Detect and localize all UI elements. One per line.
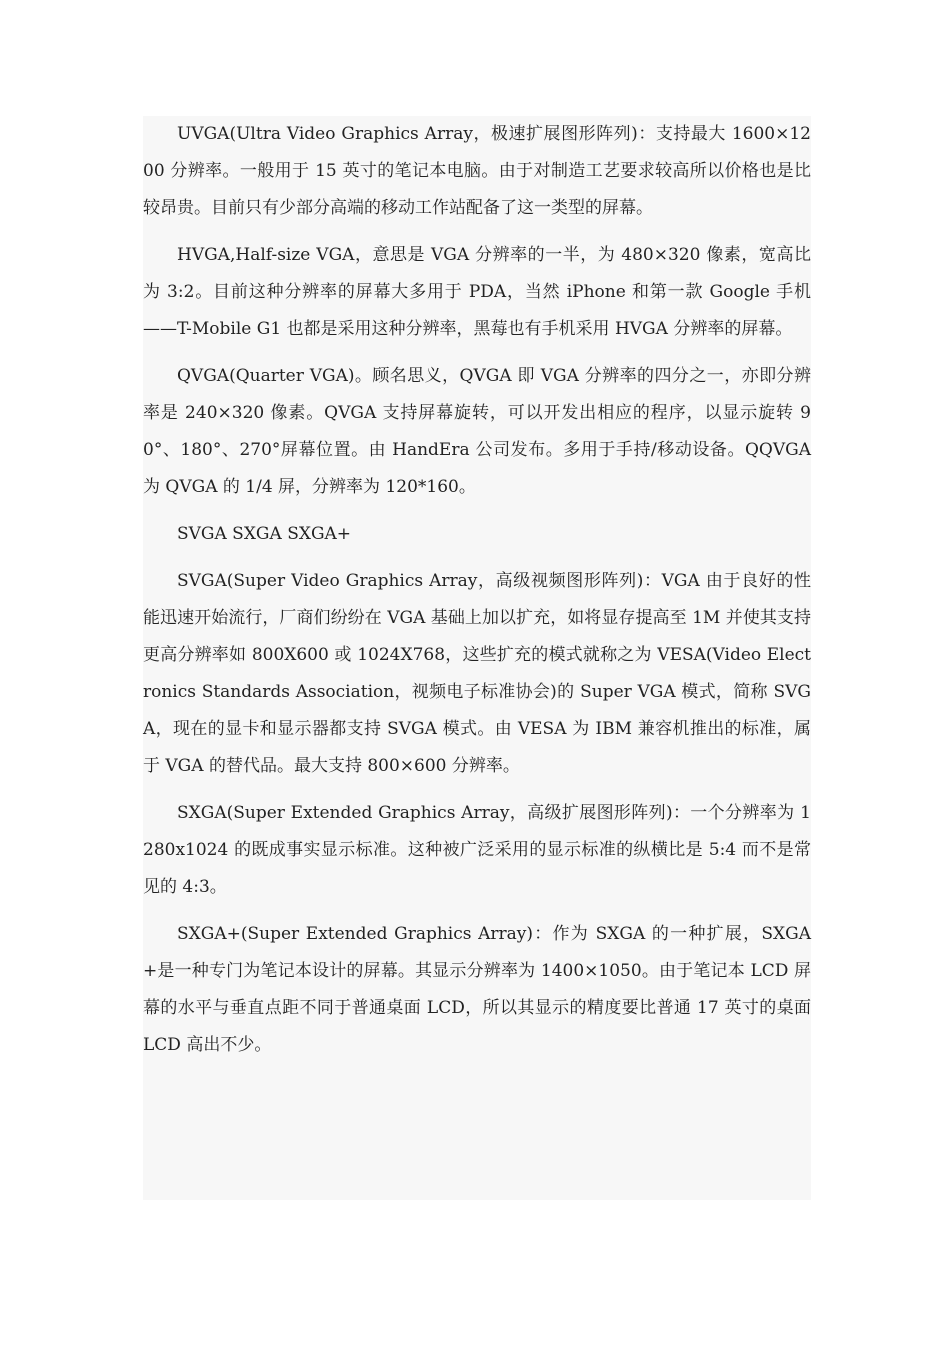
document-body xyxy=(143,116,811,1200)
section-heading-svga-sxga: SVGA SXGA SXGA+ xyxy=(177,524,352,544)
paragraph-hvga: HVGA,Half-size VGA，意思是 VGA 分辨率的一半，为 480×320 像素，宽高比为 3:2。目前这种分辨率的屏幕大多用于 PDA，当然 iPhone 和第一款 Google 手机——T-Mobile G1 也都是采用这种分辨率，黑莓也有手机采用 HVGA 分辨率的屏幕。 xyxy=(143,245,811,339)
paragraph-svga: SVGA(Super Video Graphics Array，高级视频图形阵列)：VGA 由于良好的性能迅速开始流行，厂商们纷纷在 VGA 基础上加以扩充，如将显存提高至 1M 并使其支持更高分辨率如 800X600 或 1024X768，这些扩充的模式就称之为 VESA(Video Electronics Standards Association，视频电子标准协会)的 Super VGA 模式，简称 SVGA，现在的显卡和显示器都支持 SVGA 模式。由 VESA 为 IBM 兼容机推出的标准，属于 VGA 的替代品。最大支持 800×600 分辨率。 xyxy=(143,571,811,776)
paragraph-qvga: QVGA(Quarter VGA)。顾名思义，QVGA 即 VGA 分辨率的四分之一，亦即分辨率是 240×320 像素。QVGA 支持屏幕旋转，可以开发出相应的程序，以显示旋转 90°、180°、270°屏幕位置。由 HandEra 公司发布。多用于手持/移动设备。QQVGA 为 QVGA 的 1/4 屏，分辨率为 120*160。 xyxy=(143,366,811,497)
paragraph-uvga: UVGA(Ultra Video Graphics Array，极速扩展图形阵列)：支持最大 1600×1200 分辨率。一般用于 15 英寸的笔记本电脑。由于对制造工艺要求较高所以价格也是比较昂贵。目前只有少部分高端的移动工作站配备了这一类型的屏幕。 xyxy=(143,124,811,218)
paragraph-sxga-plus: SXGA+(Super Extended Graphics Array)：作为 SXGA 的一种扩展，SXGA+是一种专门为笔记本设计的屏幕。其显示分辨率为 1400×1050。由于笔记本 LCD 屏幕的水平与垂直点距不同于普通桌面 LCD，所以其显示的精度要比普通 17 英寸的桌面 LCD 高出不少。 xyxy=(143,924,811,1055)
paragraph-sxga: SXGA(Super Extended Graphics Array，高级扩展图形阵列)：一个分辨率为 1280x1024 的既成事实显示标准。这种被广泛采用的显示标准的纵横比是 5:4 而不是常见的 4:3。 xyxy=(143,803,811,897)
